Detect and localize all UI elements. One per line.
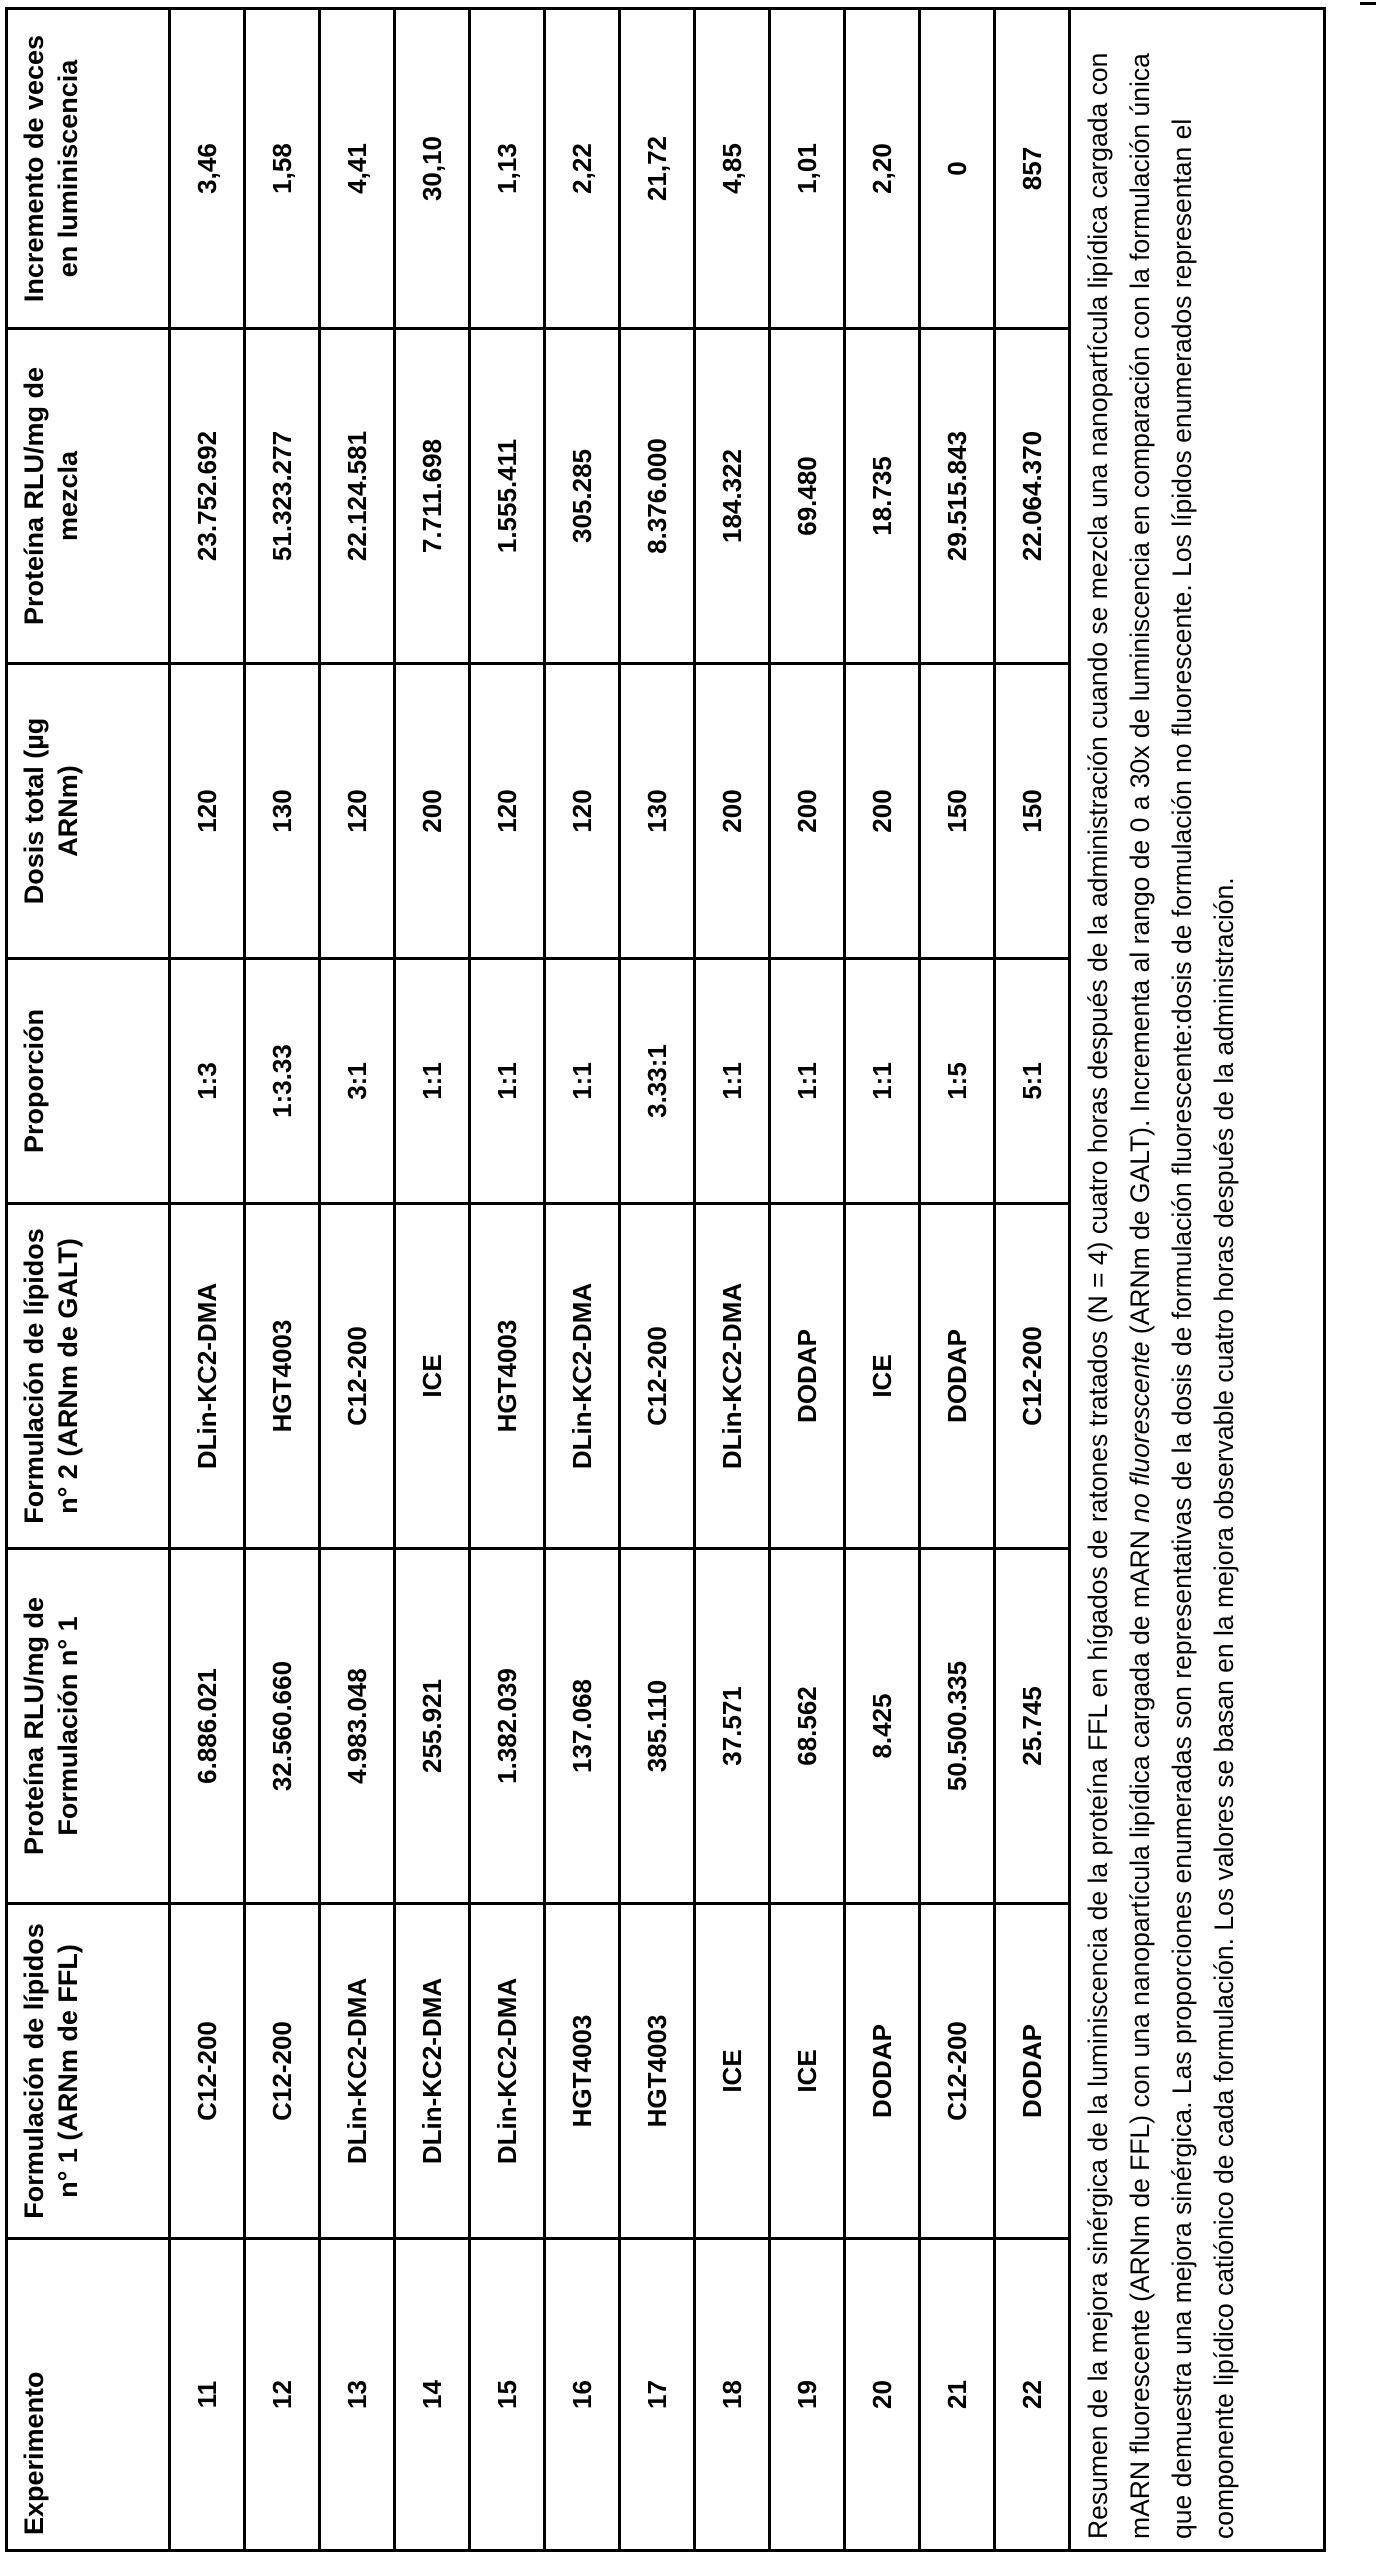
cell-incremento: 2,20: [845, 9, 920, 329]
cell-proporcion: 1:1: [695, 959, 770, 1204]
cell-formulacion-1: DLin-KC2-DMA: [395, 1904, 470, 2239]
cell-proteina-1: 6.886.021: [170, 1549, 245, 1904]
cell-formulacion-1: C12-200: [920, 1904, 995, 2239]
cell-proteina-mezcla: 69.480: [770, 329, 845, 664]
cell-proteina-mezcla: 305.285: [545, 329, 620, 664]
cell-formulacion-1: HGT4003: [620, 1904, 695, 2239]
cell-proteina-mezcla: 1.555.411: [470, 329, 545, 664]
cell-proteina-1: 37.571: [695, 1549, 770, 1904]
cell-experimento: 21: [920, 2239, 995, 2551]
cell-dosis: 200: [845, 664, 920, 959]
header-incremento: Incremento de veces en luminiscencia: [7, 9, 170, 329]
cell-experimento: 20: [845, 2239, 920, 2551]
cell-formulacion-2: C12-200: [620, 1204, 695, 1549]
cell-formulacion-2: C12-200: [995, 1204, 1070, 1549]
cell-formulacion-2: DODAP: [920, 1204, 995, 1549]
table-caption: [1070, 9, 1325, 2551]
cell-dosis: 200: [395, 664, 470, 959]
cell-proporcion: 1:1: [395, 959, 470, 1204]
cell-proteina-mezcla: 8.376.000: [620, 329, 695, 664]
header-formulacion-2: Formulación de lípidos n° 2 (ARNm de GALT): [7, 1204, 170, 1549]
cell-experimento: 15: [470, 2239, 545, 2551]
cell-formulacion-2: DLin-KC2-DMA: [695, 1204, 770, 1549]
cell-incremento: 1,01: [770, 9, 845, 329]
header-proporcion: Proporción: [7, 959, 170, 1204]
cell-dosis: 120: [545, 664, 620, 959]
header-dosis: Dosis total (µg ARNm): [7, 664, 170, 959]
cell-dosis: 150: [995, 664, 1070, 959]
cell-proporcion: 3.33:1: [620, 959, 695, 1204]
cell-proteina-1: 8.425: [845, 1549, 920, 1904]
cell-formulacion-1: C12-200: [170, 1904, 245, 2239]
cell-dosis: 120: [170, 664, 245, 959]
cell-formulacion-2: HGT4003: [245, 1204, 320, 1549]
cell-formulacion-1: ICE: [770, 1904, 845, 2239]
cell-dosis: 130: [620, 664, 695, 959]
cell-experimento: 13: [320, 2239, 395, 2551]
cell-proteina-mezcla: 22.064.370: [995, 329, 1070, 664]
table-row: [545, 9, 620, 2551]
cell-proteina-1: 4.983.048: [320, 1549, 395, 1904]
cell-proteina-1: 255.921: [395, 1549, 470, 1904]
cell-proporcion: 1:1: [845, 959, 920, 1204]
cell-incremento: 2,22: [545, 9, 620, 329]
cell-experimento: 14: [395, 2239, 470, 2551]
cell-incremento: 4,41: [320, 9, 395, 329]
cell-incremento: 21,72: [620, 9, 695, 329]
cell-experimento: 16: [545, 2239, 620, 2551]
cell-proporcion: 5:1: [995, 959, 1070, 1204]
cell-proteina-1: 385.110: [620, 1549, 695, 1904]
header-row: [7, 9, 170, 2551]
cell-incremento: 4,85: [695, 9, 770, 329]
caption-italic: no fluorescente: [1125, 1341, 1155, 1523]
table-row: [845, 9, 920, 2551]
cell-proporcion: 1:3.33: [245, 959, 320, 1204]
cell-formulacion-2: HGT4003: [470, 1204, 545, 1549]
cell-incremento: 1,58: [245, 9, 320, 329]
rotated-page: [5, 10, 1351, 2552]
cell-proteina-mezcla: 7.711.698: [395, 329, 470, 664]
cell-proteina-mezcla: 51.323.277: [245, 329, 320, 664]
cell-formulacion-2: ICE: [395, 1204, 470, 1549]
cell-formulacion-2: DLin-KC2-DMA: [170, 1204, 245, 1549]
cell-proporcion: 1:5: [920, 959, 995, 1204]
cell-incremento: 0: [920, 9, 995, 329]
cell-experimento: 19: [770, 2239, 845, 2551]
cell-experimento: 18: [695, 2239, 770, 2551]
header-experimento: Experimento: [7, 2239, 170, 2551]
table-row: [245, 9, 320, 2551]
cell-proporcion: 1:3: [170, 959, 245, 1204]
cell-proteina-1: 137.068: [545, 1549, 620, 1904]
cell-proporcion: 3:1: [320, 959, 395, 1204]
caption-text-1: Resumen de la mejora sinérgica de la luminiscencia de la proteína FFL en hígados de ratones tratados (N = 4) cuatro horas después de la administración cuando se mezcla una nanopartícula lipídica cargada con mARN fluorescente (ARNm de FFL) con una nanopartícula lipídica cargada de mARN: [1083, 52, 1155, 2539]
cell-formulacion-1: ICE: [695, 1904, 770, 2239]
cell-proteina-mezcla: 18.735: [845, 329, 920, 664]
cell-proteina-mezcla: 23.752.692: [170, 329, 245, 664]
table-row: [320, 9, 395, 2551]
table-row: [395, 9, 470, 2551]
cell-proteina-1: 1.382.039: [470, 1549, 545, 1904]
cell-dosis: 130: [245, 664, 320, 959]
table-row: [170, 9, 245, 2551]
cell-proporcion: 1:1: [770, 959, 845, 1204]
cell-formulacion-2: DODAP: [770, 1204, 845, 1549]
table-row: [995, 9, 1070, 2551]
cell-formulacion-1: DLin-KC2-DMA: [470, 1904, 545, 2239]
table-row: [620, 9, 695, 2551]
cell-incremento: 3,46: [170, 9, 245, 329]
caption-text-2: (ARNm de GALT). Incrementa al rango de 0 a 30x de luminiscencia en comparación con la formulación única que demuestra una mejora sinérgica. Las proporciones enumeradas son representativas de la dosis de formulación fluorescente:dosis de formulación no fluorescente. Los lípidos enumerados representan el componente lipídico catiónico de cada formulación. Los valores se basan en la mejora observable cuatro horas después de la administración.: [1125, 53, 1239, 2539]
cell-formulacion-1: DLin-KC2-DMA: [320, 1904, 395, 2239]
cell-incremento: 30,10: [395, 9, 470, 329]
cell-dosis: 200: [770, 664, 845, 959]
table-row: [770, 9, 845, 2551]
cell-proporcion: 1:1: [470, 959, 545, 1204]
cell-formulacion-1: HGT4003: [545, 1904, 620, 2239]
cell-proteina-1: 25.745: [995, 1549, 1070, 1904]
caption-row: [1070, 9, 1325, 2551]
header-proteina-1: Proteína RLU/mg de Formulación n° 1: [7, 1549, 170, 1904]
table-row: [695, 9, 770, 2551]
cell-formulacion-1: DODAP: [995, 1904, 1070, 2239]
header-proteina-mezcla: Proteína RLU/mg de mezcla: [7, 329, 170, 664]
cell-dosis: 120: [320, 664, 395, 959]
cell-experimento: 11: [170, 2239, 245, 2551]
table-row: [920, 9, 995, 2551]
cell-proteina-1: 68.562: [770, 1549, 845, 1904]
cell-experimento: 17: [620, 2239, 695, 2551]
cell-formulacion-2: C12-200: [320, 1204, 395, 1549]
cell-formulacion-2: ICE: [845, 1204, 920, 1549]
cell-incremento: 857: [995, 9, 1070, 329]
cell-proteina-mezcla: 184.322: [695, 329, 770, 664]
cell-proporcion: 1:1: [545, 959, 620, 1204]
luminescence-table: [5, 7, 1326, 2552]
cell-formulacion-1: C12-200: [245, 1904, 320, 2239]
cell-formulacion-2: DLin-KC2-DMA: [545, 1204, 620, 1549]
cell-proteina-mezcla: 22.124.581: [320, 329, 395, 664]
page-edge-mark: [1360, 2, 1376, 5]
cell-dosis: 150: [920, 664, 995, 959]
header-formulacion-1: Formulación de lípidos n° 1 (ARNm de FFL): [7, 1904, 170, 2239]
cell-experimento: 12: [245, 2239, 320, 2551]
cell-proteina-1: 50.500.335: [920, 1549, 995, 1904]
cell-proteina-1: 32.560.660: [245, 1549, 320, 1904]
cell-dosis: 120: [470, 664, 545, 959]
cell-dosis: 200: [695, 664, 770, 959]
cell-proteina-mezcla: 29.515.843: [920, 329, 995, 664]
cell-formulacion-1: DODAP: [845, 1904, 920, 2239]
cell-experimento: 22: [995, 2239, 1070, 2551]
table-row: [470, 9, 545, 2551]
cell-incremento: 1,13: [470, 9, 545, 329]
